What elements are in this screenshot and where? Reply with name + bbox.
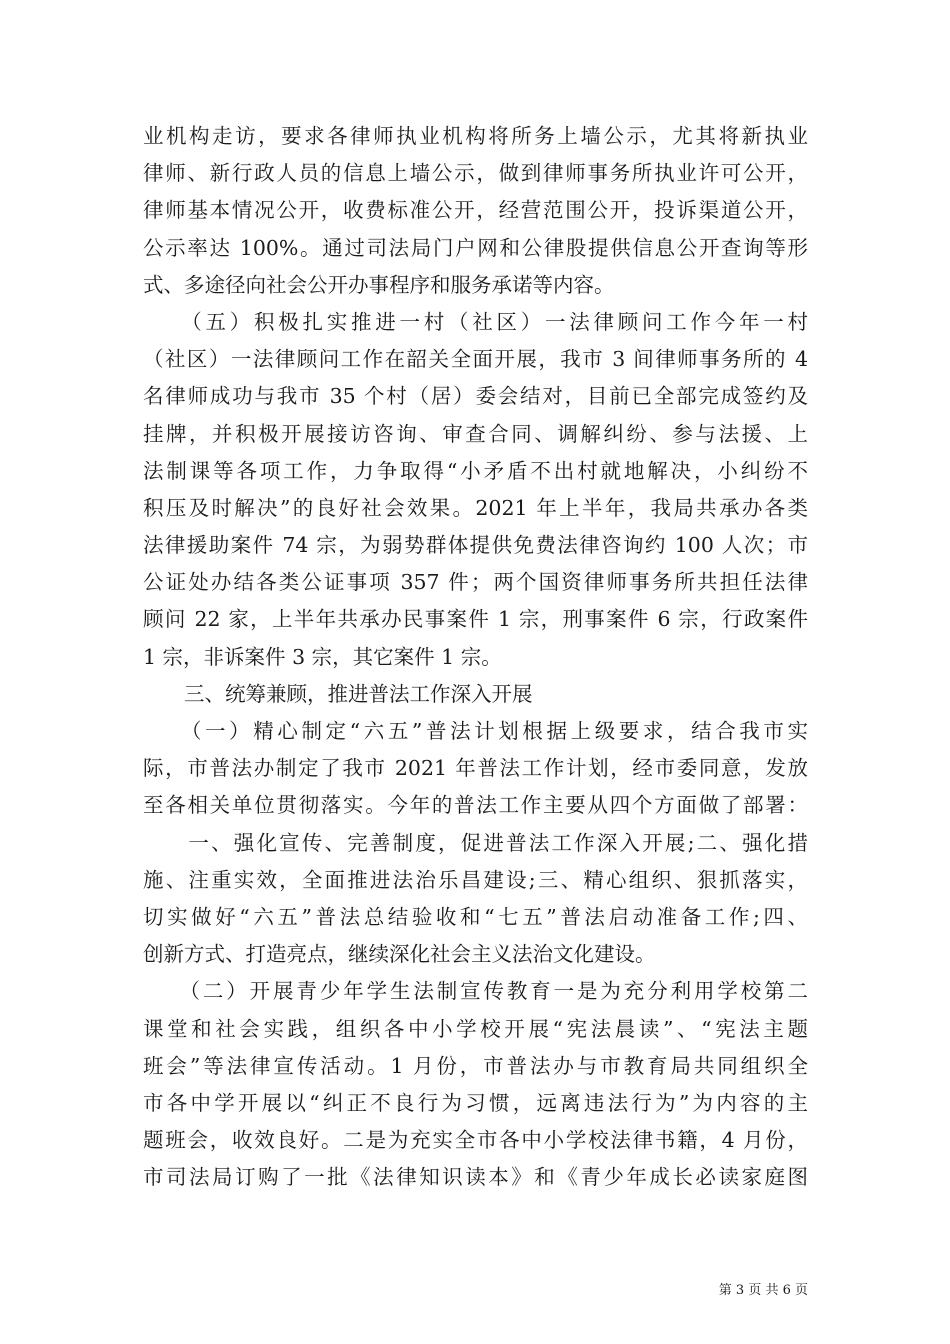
text-line: 班会”等法律宣传活动。1 月份，市普法办与市教育局共同组织全 — [143, 1053, 808, 1078]
page-number: 第 3 页 共 6 页 — [718, 1283, 808, 1298]
text-line: 式、多途径向社会公开办事程序和服务承诺等内容。 — [143, 272, 615, 297]
text-line: 公证处办结各类公证事项 357 件；两个国资律师事务所共担任法律 — [143, 570, 808, 595]
text-line: 顾问 22 家，上半年共承办民事案件 1 宗，刑事案件 6 宗，行政案件 — [143, 607, 808, 632]
text-line: 市司法局订购了一批《法律知识读本》和《青少年成长必读家庭图 — [143, 1165, 808, 1190]
text-line: 挂牌，并积极开展接访咨询、审查合同、调解纠纷、参与法援、上 — [143, 421, 808, 446]
text-line: 1 宗，非诉案件 3 宗，其它案件 1 宗。 — [143, 644, 502, 669]
text-line: 业机构走访，要求各律师执业机构将所务上墙公示，尤其将新执业 — [143, 124, 808, 148]
text-line: 一、强化宣传、完善制度，促进普法工作深入开展;二、强化措 — [143, 830, 808, 855]
text-line: （二）开展青少年学生法制宣传教育一是为充分利用学校第二 — [143, 979, 808, 1004]
text-line: 至各相关单位贯彻落实。今年的普法工作主要从四个方面做了部署： — [143, 793, 808, 818]
text-line: （社区）一法律顾问工作在韶关全面开展，我市 3 间律师事务所的 4 — [143, 347, 808, 372]
text-line: 际，市普法办制定了我市 2021 年普法工作计划，经市委同意，发放 — [143, 756, 808, 781]
body-text — [143, 118, 808, 1196]
text-line: 积压及时解决”的良好社会效果。2021 年上半年，我局共承办各类 — [143, 495, 808, 520]
text-line: （五）积极扎实推进一村（社区）一法律顾问工作今年一村 — [143, 309, 808, 334]
text-line: 课堂和社会实践，组织各中小学校开展“宪法晨读”、“宪法主题 — [143, 1016, 808, 1041]
text-line: 题班会，收效良好。二是为充实全市各中小学校法律书籍，4 月份， — [143, 1128, 808, 1153]
text-line: 律师基本情况公开，收费标准公开，经营范围公开，投诉渠道公开， — [143, 198, 808, 223]
text-line: 创新方式、打造亮点，继续深化社会主义法治文化建设。 — [143, 942, 656, 967]
text-line: 切实做好“六五”普法总结验收和“七五”普法启动准备工作;四、 — [143, 904, 808, 929]
text-line: 市各中学开展以“纠正不良行为习惯，远离违法行为”为内容的主 — [143, 1090, 808, 1115]
text-line: 三、统筹兼顾，推进普法工作深入开展 — [143, 681, 533, 706]
text-line: 公示率达 100%。通过司法局门户网和公律股提供信息公开查询等形 — [143, 235, 808, 260]
text-line: 律师、新行政人员的信息上墙公示，做到律师事务所执业许可公开， — [143, 161, 808, 186]
text-line: 法律援助案件 74 宗，为弱势群体提供免费法律咨询约 100 人次；市 — [143, 533, 808, 558]
text-line: 法制课等各项工作，力争取得“小矛盾不出村就地解决，小纠纷不 — [143, 458, 808, 483]
text-line: （一）精心制定“六五”普法计划根据上级要求，结合我市实 — [143, 719, 808, 743]
text-line: 名律师成功与我市 35 个村（居）委会结对，目前已全部完成签约及 — [143, 384, 808, 409]
text-line: 施、注重实效，全面推进法治乐昌建设;三、精心组织、狠抓落实， — [143, 867, 808, 892]
